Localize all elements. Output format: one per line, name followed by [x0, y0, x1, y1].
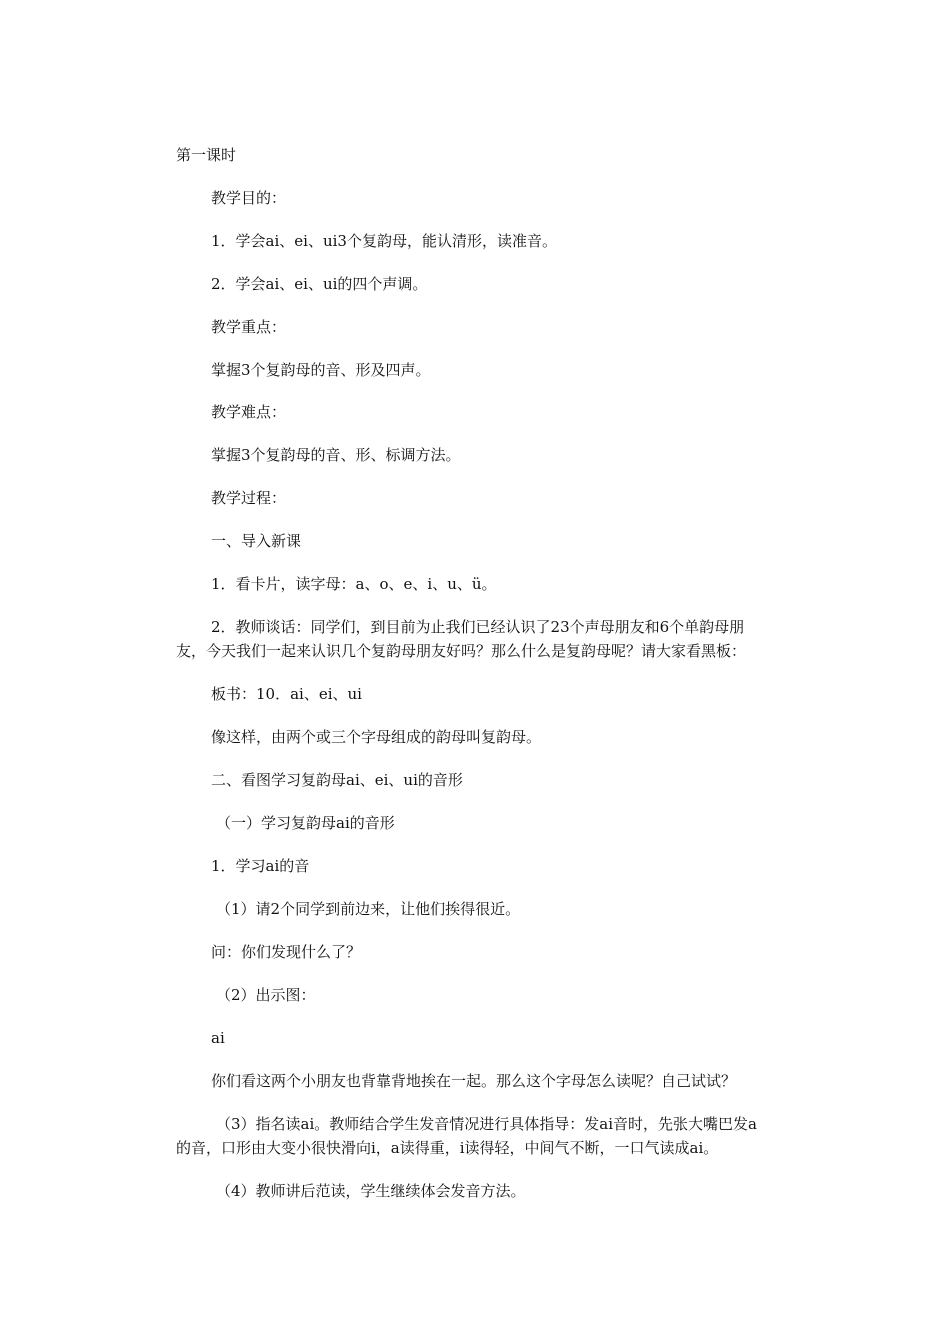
document-page: 第一课时 教学目的： 1．学会ai、ei、ui3个复韵母，能认清形，读准音。 2．学会ai、ei、ui的四个声调。 教学重点： 掌握3个复韵母的音、形及四声。 教学难点： 掌握3个复韵母的音、形、标调方法。 教学过程： 一、导入新课 1．看卡片，读字母：a、o、e、i、u、ü。 2．教师谈话：同学们，到目前为止我们已经认识了23个声母朋友和6个单韵母朋 友，今天我们一起来认识几个复韵母朋友好吗？那么什么是复韵母呢？请大家看黑板： 板书：10．ai、ei、ui 像这样，由两个或三个字母组成的韵母叫复韵母。 二、看图学习复韵母ai、ei、ui的音形 （一）学习复韵母ai的音形 1．学习ai的音 （1）请2个同学到前边来，让他们挨得很近。 问：你们发现什么了？ （2）出示图： ai 你们看这两个小朋友也背靠背地挨在一起。那么这个字母怎么读呢？自己试试？ （3）指名读ai。教师结合学生发音情况进行具体指导：发ai音时，先张大嘴巴发a 的音，口形由大变小很快滑向i，a读得重，i读得轻，中间气不断，一口气读成ai。 （4）教师讲后范读，学生继续体会发音方法。: [176, 146, 757, 1200]
